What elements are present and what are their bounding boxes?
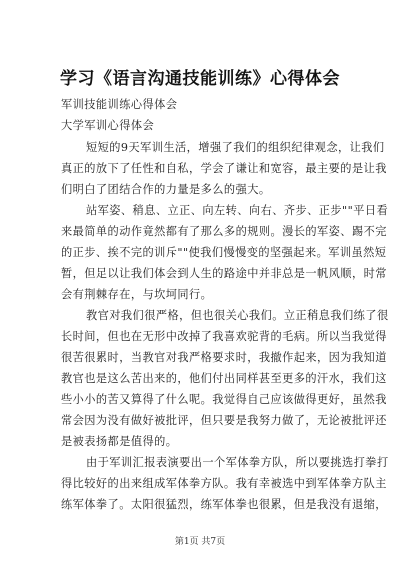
body-line: 长时间，但也在无形中改掉了我喜欢驼背的毛病。所以当我觉得 — [61, 330, 387, 343]
body-line: 是被表扬都是值得的。 — [61, 435, 178, 448]
document-title: 学习《语言沟通技能训练》心得体会 — [60, 69, 340, 89]
body-line: 教官对我们很严格，但也很关心我们。立正稍息我们练了很 — [86, 309, 389, 322]
body-line: 练军体拳了。太阳很猛烈，练军体拳也很累，但是我没有退缩， — [61, 498, 387, 511]
page-number: 第1页 共7页 — [174, 537, 226, 547]
body-line: 站军姿、稍息、立正、向左转、向右、齐步、正步""平日看 — [86, 204, 389, 217]
body-line: 会有荆棘存在，与坎坷同行。 — [61, 288, 213, 301]
body-line: 教官也是这么苦出来的，他们付出同样甚至更多的汗水，我们这 — [61, 372, 387, 385]
subtitle-line: 大学军训心得体会 — [61, 119, 155, 132]
body-line: 短短的9天军训生活，增强了我们的组织纪律观念，让我们 — [86, 141, 385, 154]
body-line: 很苦很累时，当教官对我严格要求时，我撤作起来，因为我知道 — [61, 351, 387, 364]
body-line: 由于军训汇报表演要出一个军体拳方队，所以要挑选打拳打 — [86, 456, 389, 469]
body-line: 们明白了团结合作的力量是多么的强大。 — [61, 183, 271, 196]
body-line: 真正的放下了任性和自私，学会了谦让和宽容，最主要的是让我 — [61, 162, 387, 175]
body-line: 些小小的苦又算得了什么呢。我觉得自己应该做得更好，虽然我 — [61, 393, 387, 406]
subtitle-line: 军训技能训练心得体会 — [61, 98, 178, 111]
body-line: 来最简单的动作竟然都有了那么多的规则。漫长的军姿、踢不完 — [61, 225, 387, 238]
body-line: 的正步、挨不完的训斥""使我们慢慢变的坚强起来。军训虽然短 — [61, 246, 387, 259]
body-line: 暂，但足以让我们体会到人生的路途中并非总是一帆风顺，时常 — [61, 267, 387, 280]
body-line: 常会因为没有做好被批评，但只要是我努力做了，无论被批评还 — [61, 414, 387, 427]
body-line: 得比较好的出来组成军体拳方队。我有幸被选中到军体拳方队主 — [61, 477, 387, 490]
